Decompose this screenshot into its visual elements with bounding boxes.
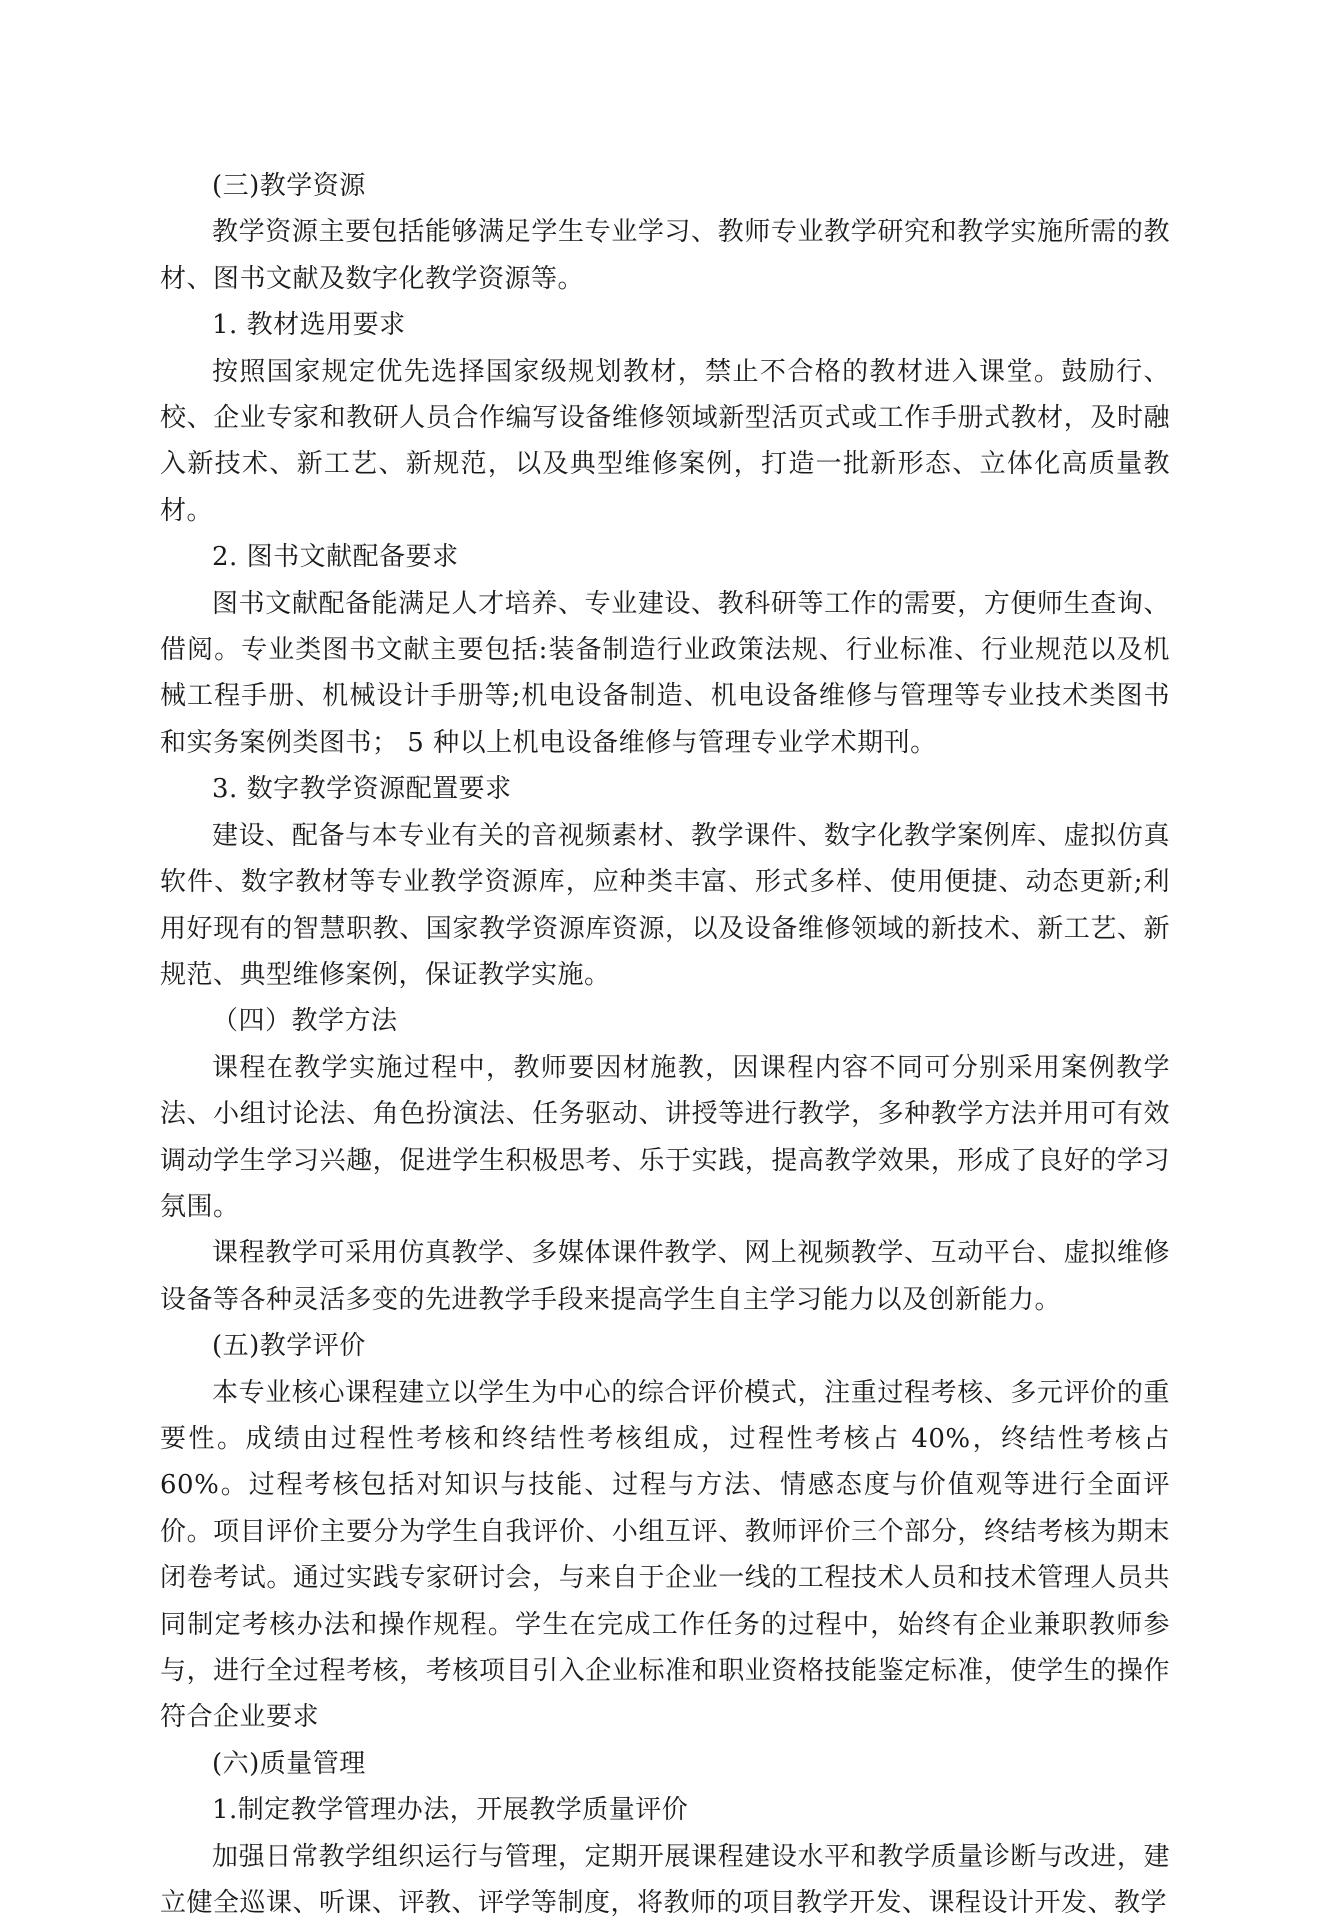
subheading-digital-resources: 3. 数字教学资源配置要求 bbox=[212, 774, 512, 805]
subheading-textbook-selection: 1. 教材选用要求 bbox=[212, 310, 406, 341]
paragraph-library-resources: 图书文献配备能满足人才培养、专业建设、教科研等工作的需要，方便师生查询、借阅。专业类图书文献主要包括:装备制造行业政策法规、行业标准、行业规范以及机械工程手册、机械设计手册等;机电设备制造、机电设备维修与管理等专业技术类图书和实务案例类图书； 5 种以上机电设备维修与管理专业学术期刊。 bbox=[160, 588, 1170, 758]
paragraph-teaching-methods-2: 课程教学可采用仿真教学、多媒体课件教学、网上视频教学、互动平台、虚拟维修设备等各种灵活多变的先进教学手段来提高学生自主学习能力以及创新能力。 bbox=[160, 1238, 1170, 1315]
paragraph-teaching-evaluation: 本专业核心课程建立以学生为中心的综合评价模式，注重过程考核、多元评价的重要性。成绩由过程性考核和终结性考核组成，过程性考核占 40%，终结性考核占 60%。过程考核包括对知识与技能、过程与方法、情感态度与价值观等进行全面评价。项目评价主要分为学生自我评价、小组互评、教师评价三个部分，终结考核为期末闭卷考试。通过实践专家研讨会，与来自于企业一线的工程技术人员和技术管理人员共同制定考核办法和操作规程。学生在完成工作任务的过程中，始终有企业兼职教师参与，进行全过程考核，考核项目引入企业标准和职业资格技能鉴定标准，使学生的操作符合企业要求 bbox=[160, 1377, 1170, 1733]
section-heading-teaching-evaluation: (五)教学评价 bbox=[212, 1331, 366, 1362]
paragraph-digital-resources: 建设、配备与本专业有关的音视频素材、教学课件、数字化教学案例库、虚拟仿真软件、数字教材等专业教学资源库，应种类丰富、形式多样、使用便捷、动态更新;利用好现有的智慧职教、国家教学资源库资源，以及设备维修领域的新技术、新工艺、新规范、典型维修案例，保证教学实施。 bbox=[160, 820, 1170, 990]
paragraph-teaching-methods-1: 课程在教学实施过程中，教师要因材施教，因课程内容不同可分别采用案例教学法、小组讨论法、角色扮演法、任务驱动、讲授等进行教学，多种教学方法并用可有效调动学生学习兴趣，促进学生积极思考、乐于实践，提高教学效果，形成了良好的学习氛围。 bbox=[160, 1052, 1170, 1222]
paragraph-teaching-management: 加强日常教学组织运行与管理，定期开展课程建设水平和教学质量诊断与改进，建立健全巡课、听课、评教、评学等制度，将教师的项目教学开发、课程设计开发、教学 bbox=[160, 1841, 1170, 1919]
subheading-teaching-management: 1.制定教学管理办法，开展教学质量评价 bbox=[212, 1795, 689, 1826]
section-heading-teaching-methods: （四）教学方法 bbox=[212, 1006, 398, 1037]
section-heading-quality-management: (六)质量管理 bbox=[212, 1748, 366, 1779]
paragraph-textbook-selection: 按照国家规定优先选择国家级规划教材，禁止不合格的教材进入课堂。鼓励行、校、企业专家和教研人员合作编写设备维修领域新型活页式或工作手册式教材，及时融入新技术、新工艺、新规范，以及典型维修案例，打造一批新形态、立体化高质量教材。 bbox=[160, 356, 1170, 526]
paragraph-teaching-resources-intro: 教学资源主要包括能够满足学生专业学习、教师专业教学研究和教学实施所需的教材、图书文献及数字化教学资源等。 bbox=[160, 217, 1170, 294]
subheading-library-resources: 2. 图书文献配备要求 bbox=[212, 542, 459, 573]
document-body bbox=[160, 163, 1170, 1926]
section-heading-teaching-resources: (三)教学资源 bbox=[212, 171, 366, 201]
